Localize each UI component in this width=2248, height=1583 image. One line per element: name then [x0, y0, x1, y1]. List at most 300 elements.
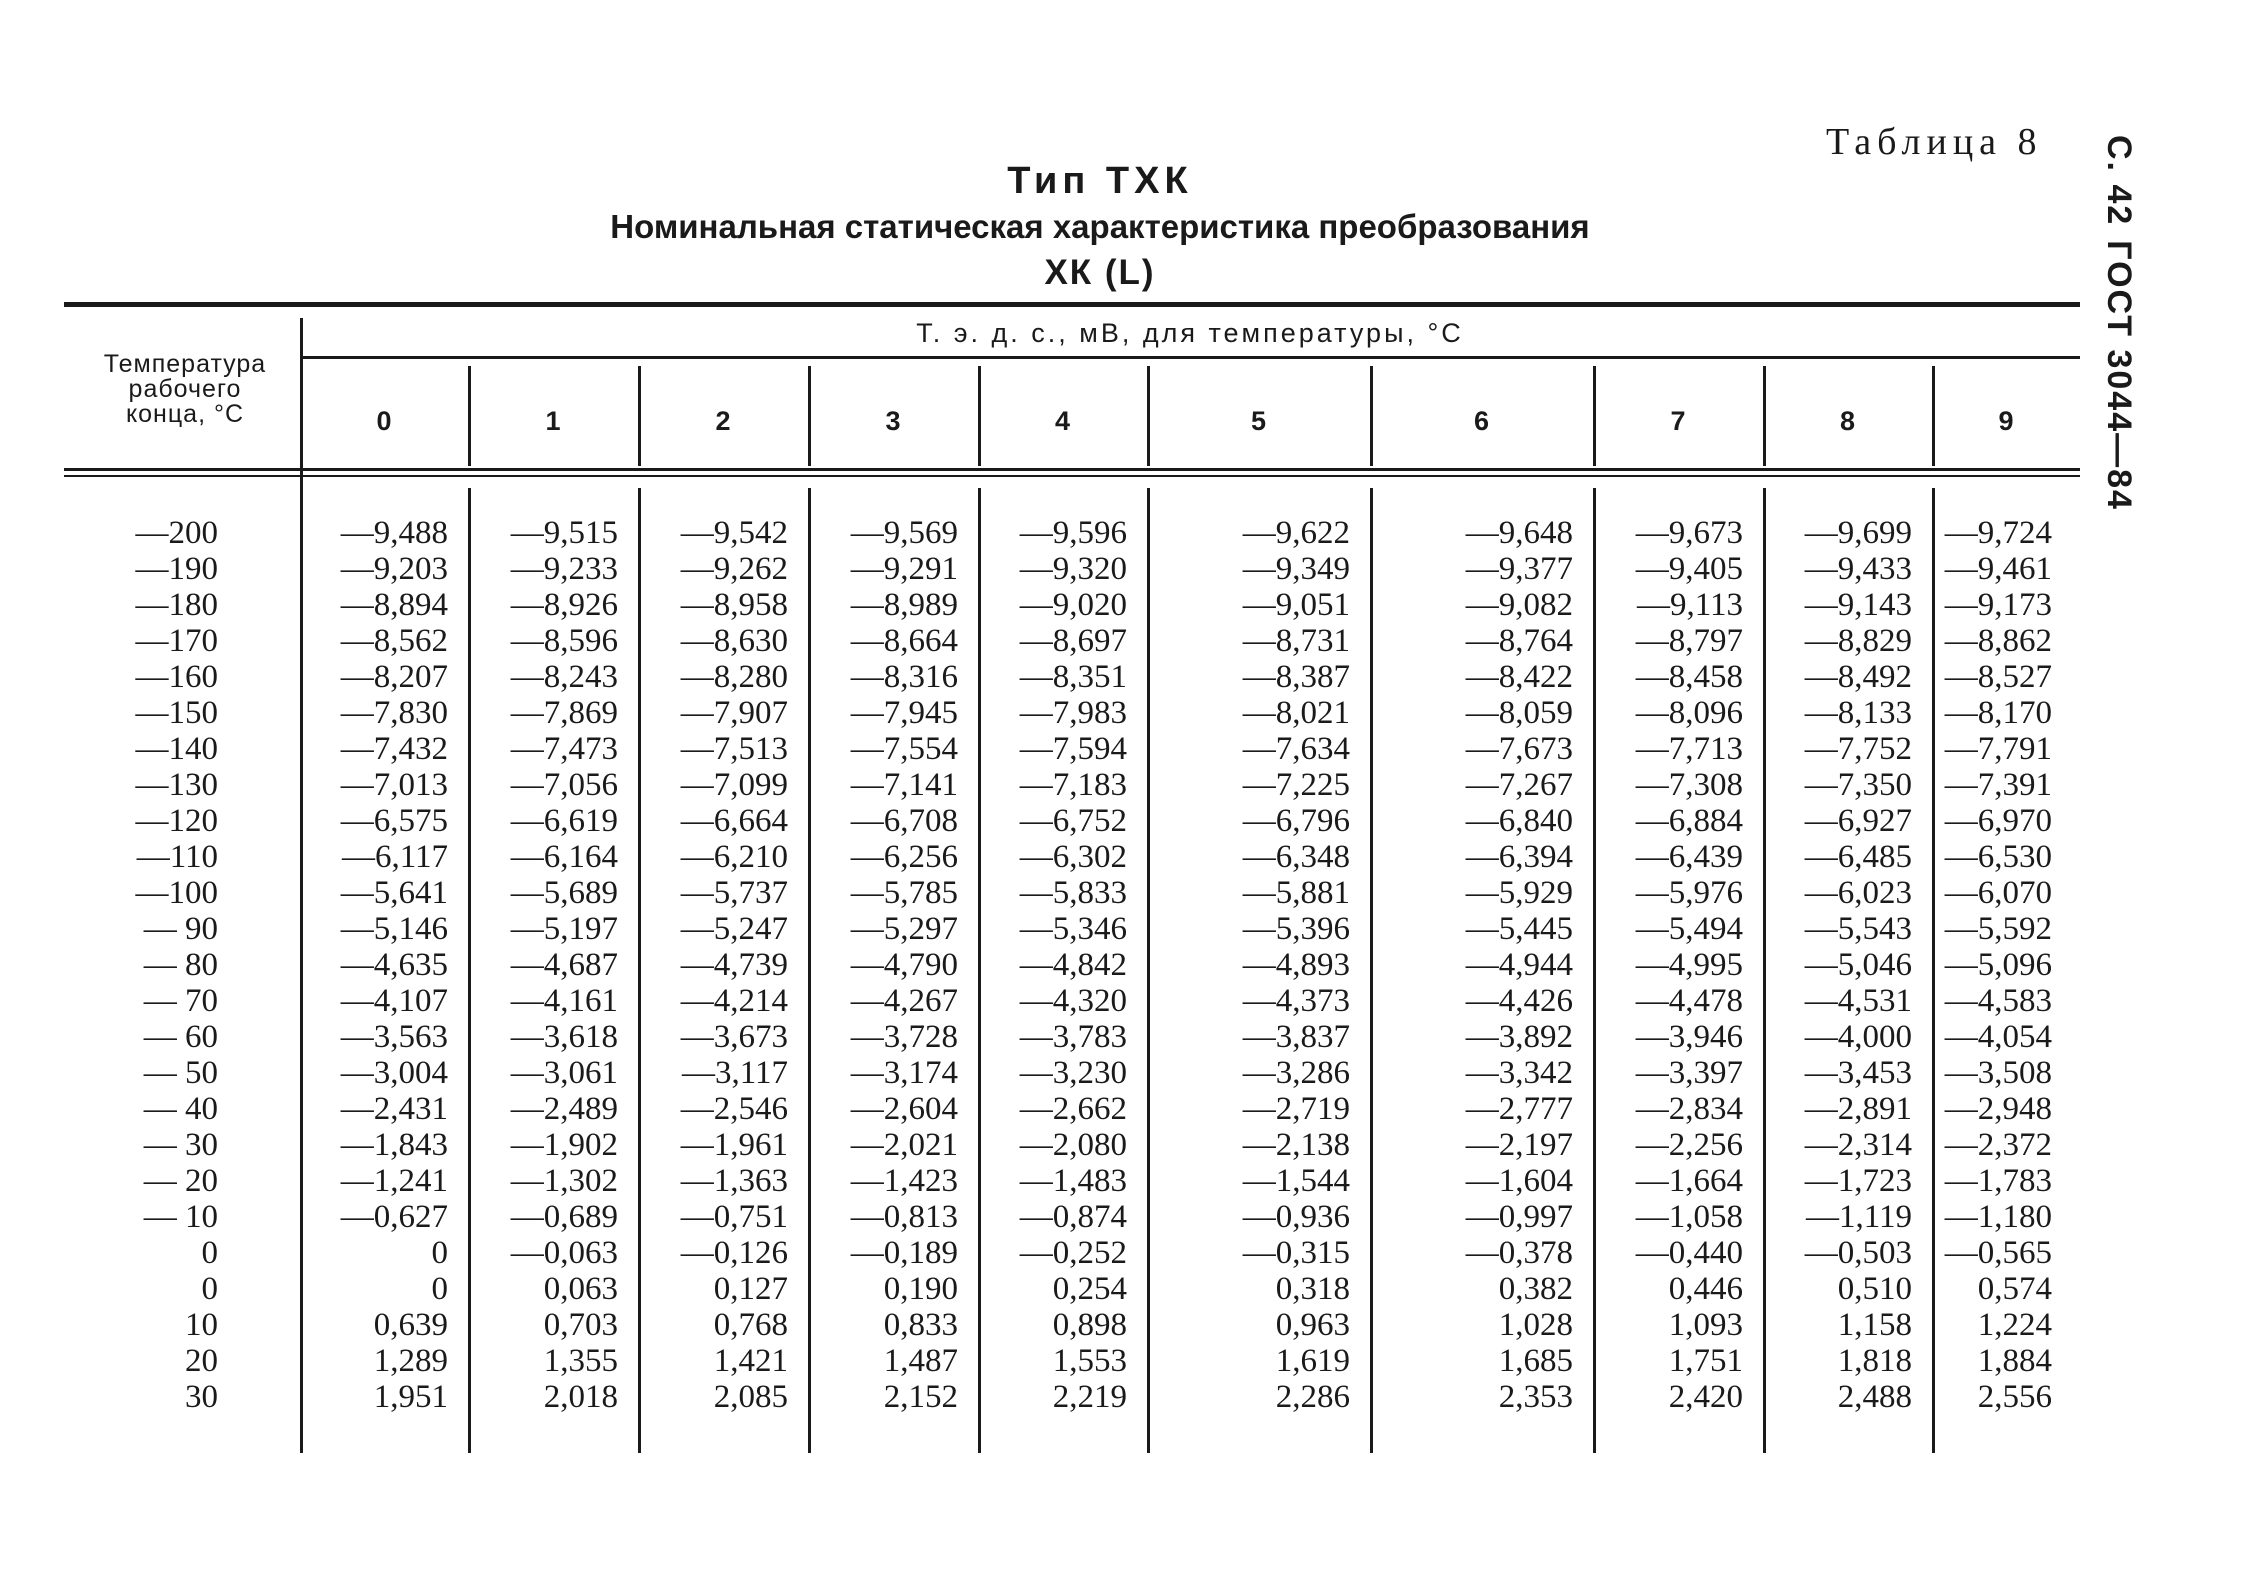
table-cell: —3,837 [1242, 1019, 1350, 1055]
table-cell: —2,719 [1242, 1091, 1350, 1127]
table-cell: —4,320 [1019, 983, 1127, 1019]
table-cell: —7,713 [1635, 731, 1743, 767]
table-cell: —6,530 [1944, 839, 2052, 875]
table-cell: 2,018 [543, 1379, 618, 1415]
table-cell: —1,483 [1019, 1163, 1127, 1199]
table-cell: 0,639 [373, 1307, 448, 1343]
row-temperature: — 70 [143, 983, 218, 1019]
table-cell: —7,391 [1944, 767, 2052, 803]
table-cell: —6,164 [510, 839, 618, 875]
table-cell: —7,869 [510, 695, 618, 731]
table-cell: —6,256 [850, 839, 958, 875]
table-cell: —5,929 [1465, 875, 1573, 911]
table-cell: 0,574 [1977, 1271, 2052, 1307]
table-cell: —9,113 [1636, 587, 1743, 623]
table-cell: —9,143 [1804, 587, 1912, 623]
column-header-7: 7 [1670, 406, 1686, 436]
table-cell: —8,280 [680, 659, 788, 695]
table-cell: —6,394 [1465, 839, 1573, 875]
table-cell: 1,028 [1498, 1307, 1573, 1343]
row-temperature: — 10 [143, 1199, 218, 1235]
table-cell: —1,783 [1944, 1163, 2052, 1199]
table-cell: 0,190 [883, 1271, 958, 1307]
table-title-description: Номинальная статическая характеристика преобразования [610, 208, 1590, 245]
table-cell: —2,080 [1019, 1127, 1127, 1163]
table-cell: —2,256 [1635, 1127, 1743, 1163]
table-cell: 2,286 [1275, 1379, 1350, 1415]
table-cell: 1,818 [1837, 1343, 1912, 1379]
table-cell: —6,752 [1019, 803, 1127, 839]
table-cell: 2,420 [1668, 1379, 1743, 1415]
table-cell: —3,342 [1465, 1055, 1573, 1091]
table-cell: —4,000 [1804, 1019, 1912, 1055]
table-cell: —8,630 [680, 623, 788, 659]
table-cell: 0,510 [1837, 1271, 1912, 1307]
table-cell: —4,687 [510, 947, 618, 983]
column-header-3: 3 [885, 406, 901, 436]
table-cell: —0,503 [1804, 1235, 1912, 1271]
table-cell: —4,054 [1944, 1019, 2052, 1055]
table-cell: —9,673 [1635, 515, 1743, 551]
table-cell: 0,963 [1275, 1307, 1350, 1343]
table-cell: —4,995 [1635, 947, 1743, 983]
table-cell: —1,423 [850, 1163, 958, 1199]
table-cell: —2,138 [1242, 1127, 1350, 1163]
table-cell: —8,829 [1804, 623, 1912, 659]
table-cell: —8,862 [1944, 623, 2052, 659]
table-cell: —4,161 [510, 983, 618, 1019]
table-cell: —5,297 [850, 911, 958, 947]
table-top-rule [64, 302, 2080, 307]
table-cell: —4,739 [680, 947, 788, 983]
table-cell: —5,543 [1804, 911, 1912, 947]
table-cell: —8,989 [850, 587, 958, 623]
table-cell: —0,063 [510, 1235, 618, 1271]
table-cell: —1,902 [510, 1127, 618, 1163]
table-cell: —0,689 [510, 1199, 618, 1235]
page-side-header [2099, 135, 2138, 525]
table-cell: —3,673 [680, 1019, 788, 1055]
table-cell: —4,267 [850, 983, 958, 1019]
table-cell: 1,553 [1052, 1343, 1127, 1379]
table-cell: —5,096 [1944, 947, 2052, 983]
table-cell: —8,492 [1804, 659, 1912, 695]
table-cell: —3,061 [510, 1055, 618, 1091]
table-cell: 2,152 [883, 1379, 958, 1415]
column-header-9: 9 [1998, 406, 2014, 436]
row-temperature: — 60 [143, 1019, 218, 1055]
table-cell: —6,619 [510, 803, 618, 839]
row-header-line: конца, °С [125, 400, 245, 428]
table-cell: —5,881 [1242, 875, 1350, 911]
header-bottom-rule-2 [64, 475, 2080, 477]
table-cell: —5,046 [1804, 947, 1912, 983]
table-cell: —6,348 [1242, 839, 1350, 875]
table-cell: —1,961 [680, 1127, 788, 1163]
table-cell: —8,096 [1635, 695, 1743, 731]
table-cell: —2,948 [1944, 1091, 2052, 1127]
row-temperature: — 50 [143, 1055, 218, 1091]
table-cell: 2,219 [1052, 1379, 1127, 1415]
table-cell: 0 [431, 1235, 448, 1271]
table-cell: —8,458 [1635, 659, 1743, 695]
table-cell: —7,225 [1242, 767, 1350, 803]
table-cell: 0,318 [1275, 1271, 1350, 1307]
table-cell: —6,210 [680, 839, 788, 875]
table-cell: —0,378 [1465, 1235, 1573, 1271]
table-cell: —6,439 [1635, 839, 1743, 875]
table-cell: —3,117 [681, 1055, 788, 1091]
table-title-type: Тип ТХК [1007, 160, 1193, 202]
table-cell: —3,286 [1242, 1055, 1350, 1091]
table-cell: —2,834 [1635, 1091, 1743, 1127]
row-temperature: — 80 [143, 947, 218, 983]
row-temperature: 30 [185, 1379, 218, 1415]
table-cell: —7,267 [1465, 767, 1573, 803]
table-cell: —4,426 [1465, 983, 1573, 1019]
table-cell: —7,791 [1944, 731, 2052, 767]
table-cell: —0,813 [850, 1199, 958, 1235]
table-cell: —7,594 [1019, 731, 1127, 767]
table-cell: —5,833 [1019, 875, 1127, 911]
table-number-label: Таблица 8 [1826, 121, 2043, 163]
table-cell: —8,527 [1944, 659, 2052, 695]
table-cell: —5,785 [850, 875, 958, 911]
column-header-6: 6 [1473, 406, 1490, 436]
table-cell: —9,082 [1465, 587, 1573, 623]
table-cell: 1,619 [1275, 1343, 1350, 1379]
table-cell: —3,892 [1465, 1019, 1573, 1055]
table-cell: —7,432 [340, 731, 448, 767]
table-cell: 1,355 [543, 1343, 618, 1379]
table-cell: 0,833 [883, 1307, 958, 1343]
row-header-line: рабочего [128, 375, 242, 403]
table-cell: —1,058 [1635, 1199, 1743, 1235]
column-header-2: 2 [715, 406, 731, 436]
table-cell: —7,183 [1019, 767, 1127, 803]
table-cell: 0,127 [713, 1271, 788, 1307]
table-cell: —9,648 [1465, 515, 1573, 551]
table-cell: 2,353 [1498, 1379, 1573, 1415]
table-cell: —9,349 [1242, 551, 1350, 587]
table-cell: —2,314 [1804, 1127, 1912, 1163]
row-temperature: 20 [185, 1343, 218, 1379]
table-cell: —2,372 [1944, 1127, 2052, 1163]
table-cell: 1,158 [1837, 1307, 1912, 1343]
table-cell: —5,737 [680, 875, 788, 911]
table-cell: —4,478 [1635, 983, 1743, 1019]
row-temperature: 10 [185, 1307, 218, 1343]
table-cell: —7,752 [1804, 731, 1912, 767]
column-header-4: 4 [1054, 406, 1071, 436]
table-cell: —3,397 [1635, 1055, 1743, 1091]
table-cell: —0,627 [340, 1199, 448, 1235]
table-cell: —5,146 [340, 911, 448, 947]
table-cell: —0,315 [1242, 1235, 1350, 1271]
table-cell: —9,203 [340, 551, 448, 587]
table-cell: —0,997 [1465, 1199, 1573, 1235]
table-cell: —2,891 [1804, 1091, 1912, 1127]
table-cell: —4,635 [340, 947, 448, 983]
row-temperature: —120 [135, 803, 218, 839]
table-cell: —9,233 [510, 551, 618, 587]
table-cell: —5,592 [1944, 911, 2052, 947]
table-cell: 2,488 [1837, 1379, 1912, 1415]
table-cell: —4,893 [1242, 947, 1350, 983]
table-cell: —6,884 [1635, 803, 1743, 839]
table-cell: —7,473 [510, 731, 618, 767]
table-cell: 1,751 [1668, 1343, 1743, 1379]
table-cell: —7,983 [1019, 695, 1127, 731]
table-cell: —9,020 [1019, 587, 1127, 623]
table-cell: —1,180 [1944, 1199, 2052, 1235]
row-temperature: —170 [135, 623, 218, 659]
table-cell: —1,664 [1635, 1163, 1743, 1199]
group-header-rule [300, 356, 2080, 359]
table-cell: —7,673 [1465, 731, 1573, 767]
table-cell: —4,583 [1944, 983, 2052, 1019]
table-cell: —9,433 [1804, 551, 1912, 587]
table-cell: —8,059 [1465, 695, 1573, 731]
table-cell: —3,783 [1019, 1019, 1127, 1055]
table-cell: —7,013 [340, 767, 448, 803]
table-cell: —3,453 [1804, 1055, 1912, 1091]
table-cell: —8,697 [1019, 623, 1127, 659]
table-cell: —5,494 [1635, 911, 1743, 947]
table-cell: 1,093 [1668, 1307, 1743, 1343]
table-cell: —5,641 [340, 875, 448, 911]
row-temperature: —150 [135, 695, 218, 731]
table-cell: —8,894 [340, 587, 448, 623]
table-cell: —8,731 [1242, 623, 1350, 659]
table-cell: —4,107 [340, 983, 448, 1019]
table-cell: —9,405 [1635, 551, 1743, 587]
row-temperature: —190 [135, 551, 218, 587]
table-cell: —8,422 [1465, 659, 1573, 695]
table-cell: —7,945 [850, 695, 958, 731]
header-bottom-rule [64, 468, 2080, 471]
row-temperature: —130 [135, 767, 218, 803]
table-cell: —0,936 [1242, 1199, 1350, 1235]
column-group-header: Т. э. д. с., мВ, для температуры, °С [916, 318, 1464, 348]
table-cell: 0,254 [1052, 1271, 1127, 1307]
table-cell: —2,662 [1019, 1091, 1127, 1127]
table-cell: —8,562 [340, 623, 448, 659]
row-temperature: —110 [136, 839, 218, 875]
table-cell: —3,563 [340, 1019, 448, 1055]
table-cell: —8,133 [1804, 695, 1912, 731]
table-cell: —7,141 [850, 767, 958, 803]
table-cell: —8,351 [1019, 659, 1127, 695]
table-cell: —8,207 [340, 659, 448, 695]
table-cell: —3,618 [510, 1019, 618, 1055]
table-cell: —4,531 [1804, 983, 1912, 1019]
table-cell: 0,382 [1498, 1271, 1573, 1307]
table-cell: —6,664 [680, 803, 788, 839]
column-header-5: 5 [1250, 406, 1267, 436]
table-cell: —7,907 [680, 695, 788, 731]
table-cell: —5,689 [510, 875, 618, 911]
table-cell: —2,546 [680, 1091, 788, 1127]
table-cell: —9,262 [680, 551, 788, 587]
table-cell: 1,421 [713, 1343, 788, 1379]
table-cell: —8,926 [510, 587, 618, 623]
table-cell: —3,174 [850, 1055, 958, 1091]
table-cell: —8,170 [1944, 695, 2052, 731]
table-cell: —0,565 [1944, 1235, 2052, 1271]
row-temperature: —100 [135, 875, 218, 911]
table-cell: —7,554 [850, 731, 958, 767]
table-cell: 1,951 [373, 1379, 448, 1415]
table-cell: —3,004 [340, 1055, 448, 1091]
table-cell: —2,489 [510, 1091, 618, 1127]
table-cell: 1,884 [1977, 1343, 2052, 1379]
table-cell: —2,197 [1465, 1127, 1573, 1163]
row-temperature: — 90 [143, 911, 218, 947]
table-cell: 0,446 [1668, 1271, 1743, 1307]
table-cell: —4,944 [1465, 947, 1573, 983]
table-cell: —5,976 [1635, 875, 1743, 911]
table-cell: —4,842 [1019, 947, 1127, 983]
table-cell: —1,723 [1804, 1163, 1912, 1199]
table-cell: —2,604 [850, 1091, 958, 1127]
table-cell: —1,544 [1242, 1163, 1350, 1199]
row-temperature: —200 [135, 515, 218, 551]
table-cell: —7,513 [680, 731, 788, 767]
table-cell: —8,764 [1465, 623, 1573, 659]
table-cell: —6,302 [1019, 839, 1127, 875]
table-cell: —4,373 [1242, 983, 1350, 1019]
table-cell: —5,396 [1242, 911, 1350, 947]
table-cell: 1,289 [373, 1343, 448, 1379]
table-cell: —4,214 [680, 983, 788, 1019]
row-temperature: —140 [135, 731, 218, 767]
table-cell: —6,070 [1944, 875, 2052, 911]
table-cell: —9,724 [1944, 515, 2052, 551]
table-cell: —8,243 [510, 659, 618, 695]
column-header-0: 0 [376, 406, 392, 436]
table-cell: —7,634 [1242, 731, 1350, 767]
table-cell: —3,728 [850, 1019, 958, 1055]
table-cell: —9,515 [510, 515, 618, 551]
table-title-designation: ХК (L) [1044, 253, 1156, 292]
table-cell: 2,556 [1977, 1379, 2052, 1415]
table-cell: —9,622 [1242, 515, 1350, 551]
table-cell: —2,021 [850, 1127, 958, 1163]
table-cell: —9,596 [1019, 515, 1127, 551]
row-temperature: —180 [135, 587, 218, 623]
table-cell: —9,377 [1465, 551, 1573, 587]
table-cell: —0,189 [850, 1235, 958, 1271]
table-cell: —2,431 [340, 1091, 448, 1127]
table-cell: —7,830 [340, 695, 448, 731]
table-cell: 1,224 [1977, 1307, 2052, 1343]
table-cell: 0 [431, 1271, 448, 1307]
row-temperature: 0 [201, 1235, 218, 1271]
table-cell: —9,291 [850, 551, 958, 587]
table-cell: —7,308 [1635, 767, 1743, 803]
table-cell: 0,768 [713, 1307, 788, 1343]
table-cell: —6,970 [1944, 803, 2052, 839]
row-header-label [70, 352, 300, 427]
table-cell: 0,703 [543, 1307, 618, 1343]
table-cell: —0,751 [680, 1199, 788, 1235]
row-temperature: — 40 [143, 1091, 218, 1127]
table-cell: —0,440 [1635, 1235, 1743, 1271]
table-cell: —5,346 [1019, 911, 1127, 947]
table-cell: —5,445 [1465, 911, 1573, 947]
table-cell: —1,363 [680, 1163, 788, 1199]
table-cell: —6,023 [1804, 875, 1912, 911]
row-temperature: — 20 [143, 1163, 218, 1199]
table-cell: —1,119 [1805, 1199, 1912, 1235]
table-cell: —6,708 [850, 803, 958, 839]
page-number: С. 42 [2100, 135, 2138, 227]
table-cell: —3,946 [1635, 1019, 1743, 1055]
table-cell: —9,569 [850, 515, 958, 551]
table-cell: —7,099 [680, 767, 788, 803]
table-cell: —8,958 [680, 587, 788, 623]
table-cell: —2,777 [1465, 1091, 1573, 1127]
table-cell: —9,051 [1242, 587, 1350, 623]
table-cell: —3,508 [1944, 1055, 2052, 1091]
table-cell: —5,247 [680, 911, 788, 947]
row-temperature: 0 [201, 1271, 218, 1307]
table-cell: —1,241 [340, 1163, 448, 1199]
table-cell: —8,387 [1242, 659, 1350, 695]
table-cell: 1,685 [1498, 1343, 1573, 1379]
table-cell: —6,575 [340, 803, 448, 839]
table-cell: —1,604 [1465, 1163, 1573, 1199]
table-cell: —9,542 [680, 515, 788, 551]
table-cell: —3,230 [1019, 1055, 1127, 1091]
table-cell: —7,350 [1804, 767, 1912, 803]
table-cell: —8,664 [850, 623, 958, 659]
table-cell: —6,927 [1804, 803, 1912, 839]
table-cell: —0,252 [1019, 1235, 1127, 1271]
table-cell: —0,874 [1019, 1199, 1127, 1235]
table-cell: —5,197 [510, 911, 618, 947]
column-header-8: 8 [1839, 406, 1856, 436]
table-cell: —6,117 [341, 839, 448, 875]
table-cell: —7,056 [510, 767, 618, 803]
table-cell: —8,021 [1242, 695, 1350, 731]
table-cell: —8,797 [1635, 623, 1743, 659]
table-cell: —6,840 [1465, 803, 1573, 839]
table-cell: 0,063 [543, 1271, 618, 1307]
row-temperature: —160 [135, 659, 218, 695]
table-cell: 2,085 [713, 1379, 788, 1415]
table-cell: —9,488 [340, 515, 448, 551]
table-cell: —6,485 [1804, 839, 1912, 875]
table-cell: —6,796 [1242, 803, 1350, 839]
table-cell: —8,316 [850, 659, 958, 695]
table-cell: —9,699 [1804, 515, 1912, 551]
table-cell: —9,173 [1944, 587, 2052, 623]
table-cell: —9,320 [1019, 551, 1127, 587]
table-cell: 0,898 [1052, 1307, 1127, 1343]
table-cell: —1,843 [340, 1127, 448, 1163]
column-header-1: 1 [545, 406, 561, 436]
row-temperature: — 30 [143, 1127, 218, 1163]
standard-code: ГОСТ 3044—84 [2100, 240, 2138, 511]
table-cell: —8,596 [510, 623, 618, 659]
row-header-line: Температура [103, 350, 267, 378]
table-cell: —9,461 [1944, 551, 2052, 587]
table-cell: —0,126 [680, 1235, 788, 1271]
table-cell: —1,302 [510, 1163, 618, 1199]
table-cell: —4,790 [850, 947, 958, 983]
